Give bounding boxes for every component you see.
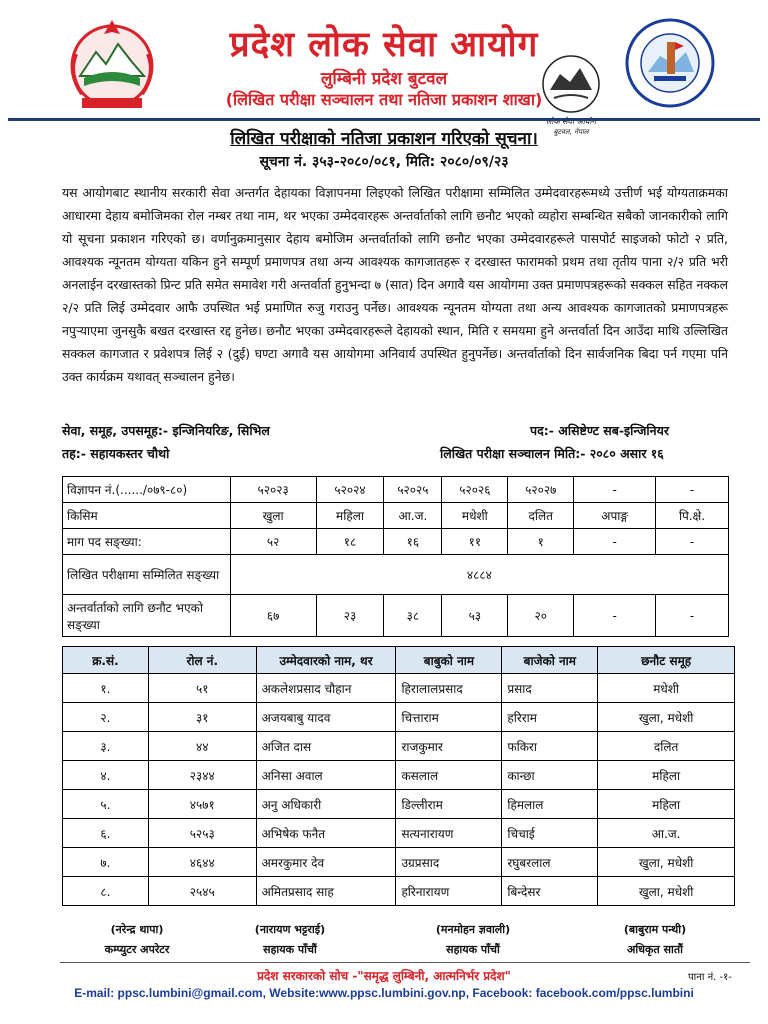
table-cell: ४६४४ xyxy=(148,848,256,877)
summary-row-total xyxy=(63,555,729,595)
signatory-name: (बाबुराम पन्थी) xyxy=(623,923,687,936)
notice-heading: लिखित परीक्षाको नतिजा प्रकाशन गरिएको सूचना। xyxy=(230,129,538,149)
summary-cell: - xyxy=(656,529,729,555)
table-cell: खुला, मधेशी xyxy=(598,877,735,906)
summary-cell: - xyxy=(656,595,729,637)
table-row xyxy=(63,674,735,703)
table-cell: कान्छा xyxy=(502,761,598,790)
signatory-1 xyxy=(62,920,212,960)
table-cell: महिला xyxy=(598,790,735,819)
table-cell: राजकुमार xyxy=(396,732,502,761)
table-row xyxy=(63,703,735,732)
table-cell: ५. xyxy=(63,790,149,819)
table-cell: अनु अधिकारी xyxy=(256,790,396,819)
commission-subtitle: लुम्बिनी प्रदेश बुटवल xyxy=(320,69,448,89)
table-cell: ३. xyxy=(63,732,149,761)
summary-cell: २३ xyxy=(316,595,384,637)
table-cell: चिचाई xyxy=(502,819,598,848)
table-cell: अमितप्रसाद साह xyxy=(256,877,396,906)
summary-cell: अपाङ्ग xyxy=(574,503,656,529)
signatory-name: (नारायण भट्टराई) xyxy=(254,923,326,936)
page-number: पाना नं. -१- xyxy=(688,972,732,983)
table-cell: हरिराम xyxy=(502,703,598,732)
vacancy-summary-table xyxy=(62,476,729,637)
table-cell: अजयबाबु यादव xyxy=(256,703,396,732)
summary-cell: २० xyxy=(508,595,574,637)
table-cell: २५४५ xyxy=(148,877,256,906)
table-cell: खुला, मधेशी xyxy=(598,848,735,877)
summary-label: अन्तर्वार्ताको लागि छनौट भएको सङ्ख्या xyxy=(63,595,231,637)
table-cell: ४४ xyxy=(148,732,256,761)
summary-cell: ५२०२६ xyxy=(442,477,508,503)
commission-title: प्रदेश लोक सेवा आयोग xyxy=(229,25,539,65)
contact-facebook: Facebook: facebook.com/ppsc.lumbini xyxy=(472,986,694,1000)
table-cell: दलित xyxy=(598,732,735,761)
exam-date: लिखित परीक्षा सञ्चालन मिति:- २०८० असार १६ xyxy=(440,446,664,461)
table-cell: बिन्देसर xyxy=(502,877,598,906)
table-cell: अकलेशप्रसाद चौहान xyxy=(256,674,396,703)
summary-cell: ५२०२३ xyxy=(230,477,316,503)
summary-label: लिखित परीक्षामा सम्मिलित सङ्ख्या xyxy=(63,555,231,595)
summary-cell: ११ xyxy=(442,529,508,555)
column-header: क्र.सं. xyxy=(63,647,149,674)
summary-cell: ६७ xyxy=(230,595,316,637)
header-divider xyxy=(8,118,760,121)
summary-row-demand xyxy=(63,529,729,555)
summary-cell: आ.ज. xyxy=(384,503,442,529)
table-row xyxy=(63,761,735,790)
table-cell: आ.ज. xyxy=(598,819,735,848)
summary-cell: - xyxy=(574,477,656,503)
svg-text:लोक सेवा आयोग: लोक सेवा आयोग xyxy=(545,117,597,126)
column-header: बाबुको नाम xyxy=(396,647,502,674)
column-header: उम्मेदवारको नाम, थर xyxy=(256,647,396,674)
table-cell: अजित दास xyxy=(256,732,396,761)
results-header-row xyxy=(63,647,735,674)
table-cell: प्रसाद xyxy=(502,674,598,703)
summary-cell: ५२ xyxy=(230,529,316,555)
column-header: बाजेको नाम xyxy=(502,647,598,674)
government-slogan: प्रदेश सरकारको सोच -"समृद्ध लुम्बिनी, आत्मनिर्भर प्रदेश" xyxy=(257,969,511,983)
summary-cell: ५२०२७ xyxy=(508,477,574,503)
summary-label: माग पद सङ्ख्या: xyxy=(63,529,231,555)
service-group: सेवा, समूह, उपसमूह:- इन्जिनियरिङ, सिभिल xyxy=(62,423,270,438)
column-header: छनौट समूह xyxy=(598,647,735,674)
table-cell: उग्रप्रसाद xyxy=(396,848,502,877)
column-header: रोल नं. xyxy=(148,647,256,674)
table-cell: हरिनारायण xyxy=(396,877,502,906)
table-cell: हिरालालप्रसाद xyxy=(396,674,502,703)
summary-cell: - xyxy=(574,529,656,555)
table-cell: ४५७१ xyxy=(148,790,256,819)
signatory-4 xyxy=(580,920,730,960)
signatory-title: कम्प्युटर अपरेटर xyxy=(104,943,170,956)
signatory-3 xyxy=(398,920,548,960)
signatory-2 xyxy=(215,920,365,960)
selected-candidates-table xyxy=(62,646,735,906)
table-cell: सत्यनारायण xyxy=(396,819,502,848)
summary-cell: दलित xyxy=(508,503,574,529)
summary-cell: १६ xyxy=(384,529,442,555)
table-cell: २३४४ xyxy=(148,761,256,790)
summary-cell: मधेशी xyxy=(442,503,508,529)
svg-text:बुटवल, नेपाल: बुटवल, नेपाल xyxy=(553,128,589,136)
summary-cell: १ xyxy=(508,529,574,555)
table-cell: ४. xyxy=(63,761,149,790)
summary-label: विज्ञापन नं.(....../०७९-८०) xyxy=(63,477,231,503)
table-cell: ८. xyxy=(63,877,149,906)
summary-cell: महिला xyxy=(316,503,384,529)
table-cell: २. xyxy=(63,703,149,732)
table-cell: ६. xyxy=(63,819,149,848)
signatory-name: (मनमोहन ज्ञवाली) xyxy=(435,923,511,936)
summary-cell: - xyxy=(574,595,656,637)
signatory-title: अधिकृत सातौं xyxy=(627,943,683,956)
table-cell: महिला xyxy=(598,761,735,790)
table-cell: फकिरा xyxy=(502,732,598,761)
table-cell: ५२५३ xyxy=(148,819,256,848)
table-cell: ७. xyxy=(63,848,149,877)
table-cell: कसलाल xyxy=(396,761,502,790)
notice-body: यस आयोगबाट स्थानीय सरकारी सेवा अन्तर्गत देहायका विज्ञापनमा लिइएको लिखित परीक्षामा सम्मिलित उम्मेदवारहरूमध्ये उत्तीर्ण भई योग्यताक्रमका आधारमा देहाय बमोजिमका रोल नम्बर तथा नाम, थर भएका उम्मेदवारहरू अन्तर्वार्ताको लागि छनौट भएको व्यहोरा सम्बन्धित सबैको जानकारीको लागि यो सूचना प्रकाशन गरिएको छ। वर्णानुक्रमानुसार देहाय बमोजिम अन्तर्वार्ताको लागि छनौट भएका उम्मेदवारहरूले पासपोर्ट साइजको फोटो २ प्रति, आवश्यक न्यूनतम योग्यता यकिन हुने सम्पूर्ण प्रमाणपत्र तथा अन्य आवश्यक कागजातहरू र दरखास्त फारामको प्रथम तथा तृतीय पाना २/२ प्रति भरी अनलाईन दरखास्तको प्रिन्ट प्रति समेत समावेश गरी अन्तर्वार्ता हुनुभन्दा ७ (सात) दिन अगावै यस आयोगमा उक्त प्रमाणपत्रहरूको सक्कल सहित नक्कल २/२ प्रति लिई उम्मेदवार आफै उपस्थित भई प्रमाणित रुजु गराउनु पर्नेछ। आवश्यक न्यूनतम योग्यता तथा अन्य आवश्यक कागजातको प्रमाणपत्रहरू नपुऱ्याएमा जुनसुकै बखत दरखास्त रद्द हुनेछ। छनौट भएका उम्मेदवारहरूले देहायको स्थान, मिति र समयमा हुने अन्तर्वार्ता दिन आउँदा माथि उल्लिखित सक्कल कागजात र प्रवेशपत्र लिई २ (दुई) घण्टा अगावै यस आयोगमा अनिवार्य उपस्थित हुनुपर्नेछ। अन्तर्वार्ताको दिन सार्वजनिक बिदा पर्न गएमा पनि उक्त कार्यक्रम यथावत् सञ्चालन हुनेछ। xyxy=(62,185,728,384)
table-cell: अमरकुमार देव xyxy=(256,848,396,877)
contact-website: Website:www.ppsc.lumbini.gov.np, xyxy=(269,986,473,1000)
table-cell: खुला, मधेशी xyxy=(598,703,735,732)
summary-cell: १८ xyxy=(316,529,384,555)
summary-cell: पि.क्षे. xyxy=(656,503,729,529)
post-name: पद:- असिष्टेण्ट सब-इन्जिनियर xyxy=(530,423,669,438)
table-cell: चित्ताराम xyxy=(396,703,502,732)
branch-name: (लिखित परीक्षा सञ्चालन तथा नतिजा प्रकाशन शाखा) xyxy=(225,90,543,109)
table-row xyxy=(63,819,735,848)
table-cell: १. xyxy=(63,674,149,703)
summary-cell: ५२०२४ xyxy=(316,477,384,503)
summary-label: किसिम xyxy=(63,503,231,529)
results-body xyxy=(63,674,735,906)
contact-info xyxy=(0,986,768,1000)
table-cell: मधेशी xyxy=(598,674,735,703)
summary-row-advertisement xyxy=(63,477,729,503)
table-cell: ५१ xyxy=(148,674,256,703)
signatory-title: सहायक पाँचौं xyxy=(263,943,317,956)
summary-total-value: ४८८४ xyxy=(230,555,728,595)
table-cell: अनिसा अवाल xyxy=(256,761,396,790)
table-cell: हिमलाल xyxy=(502,790,598,819)
table-cell: अभिषेक फनैत xyxy=(256,819,396,848)
summary-row-category xyxy=(63,503,729,529)
contact-email: E-mail: ppsc.lumbini@gmail.com, xyxy=(74,986,270,1000)
summary-cell: ३८ xyxy=(384,595,442,637)
signatory-name: (नरेन्द्र थापा) xyxy=(110,923,164,936)
summary-cell: ५२०२५ xyxy=(384,477,442,503)
summary-cell: ५३ xyxy=(442,595,508,637)
table-row xyxy=(63,877,735,906)
table-cell: ३१ xyxy=(148,703,256,732)
table-row xyxy=(63,790,735,819)
table-cell: डिल्लीराम xyxy=(396,790,502,819)
footer-divider xyxy=(60,962,750,963)
table-row xyxy=(63,848,735,877)
summary-cell: - xyxy=(656,477,729,503)
summary-row-selected xyxy=(63,595,729,637)
notice-number: सूचना नं. ३५३-२०८०/०८१, मिति: २०८०/०९/२३ xyxy=(259,154,509,170)
table-cell: रघुबरलाल xyxy=(502,848,598,877)
summary-cell: खुला xyxy=(230,503,316,529)
table-row xyxy=(63,732,735,761)
signatory-title: सहायक पाँचौं xyxy=(446,943,500,956)
post-level: तह:- सहायकस्तर चौथो xyxy=(62,446,170,461)
